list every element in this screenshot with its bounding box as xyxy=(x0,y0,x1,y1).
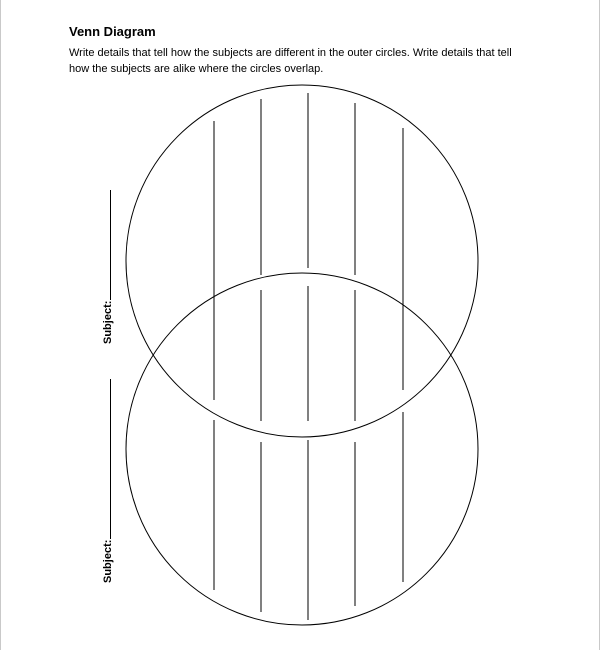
subject-2-field[interactable] xyxy=(102,379,114,583)
venn-circle-top xyxy=(126,85,478,437)
subject-1-blank[interactable] xyxy=(110,190,111,300)
venn-diagram xyxy=(1,0,600,650)
page-title: Venn Diagram xyxy=(69,24,156,39)
subject-2-label: Subject: xyxy=(102,539,114,583)
subject-1-label: Subject: xyxy=(102,300,114,344)
subject-1-field[interactable] xyxy=(102,190,114,344)
subject-2-blank[interactable] xyxy=(110,379,111,539)
writing-lines xyxy=(214,93,403,620)
instructions-line-1: Write details that tell how the subjects are different in the outer circles. Write details that tell xyxy=(69,47,512,59)
venn-circle-bottom xyxy=(126,273,478,625)
instructions-line-2: how the subjects are alike where the circles overlap. xyxy=(69,63,324,75)
